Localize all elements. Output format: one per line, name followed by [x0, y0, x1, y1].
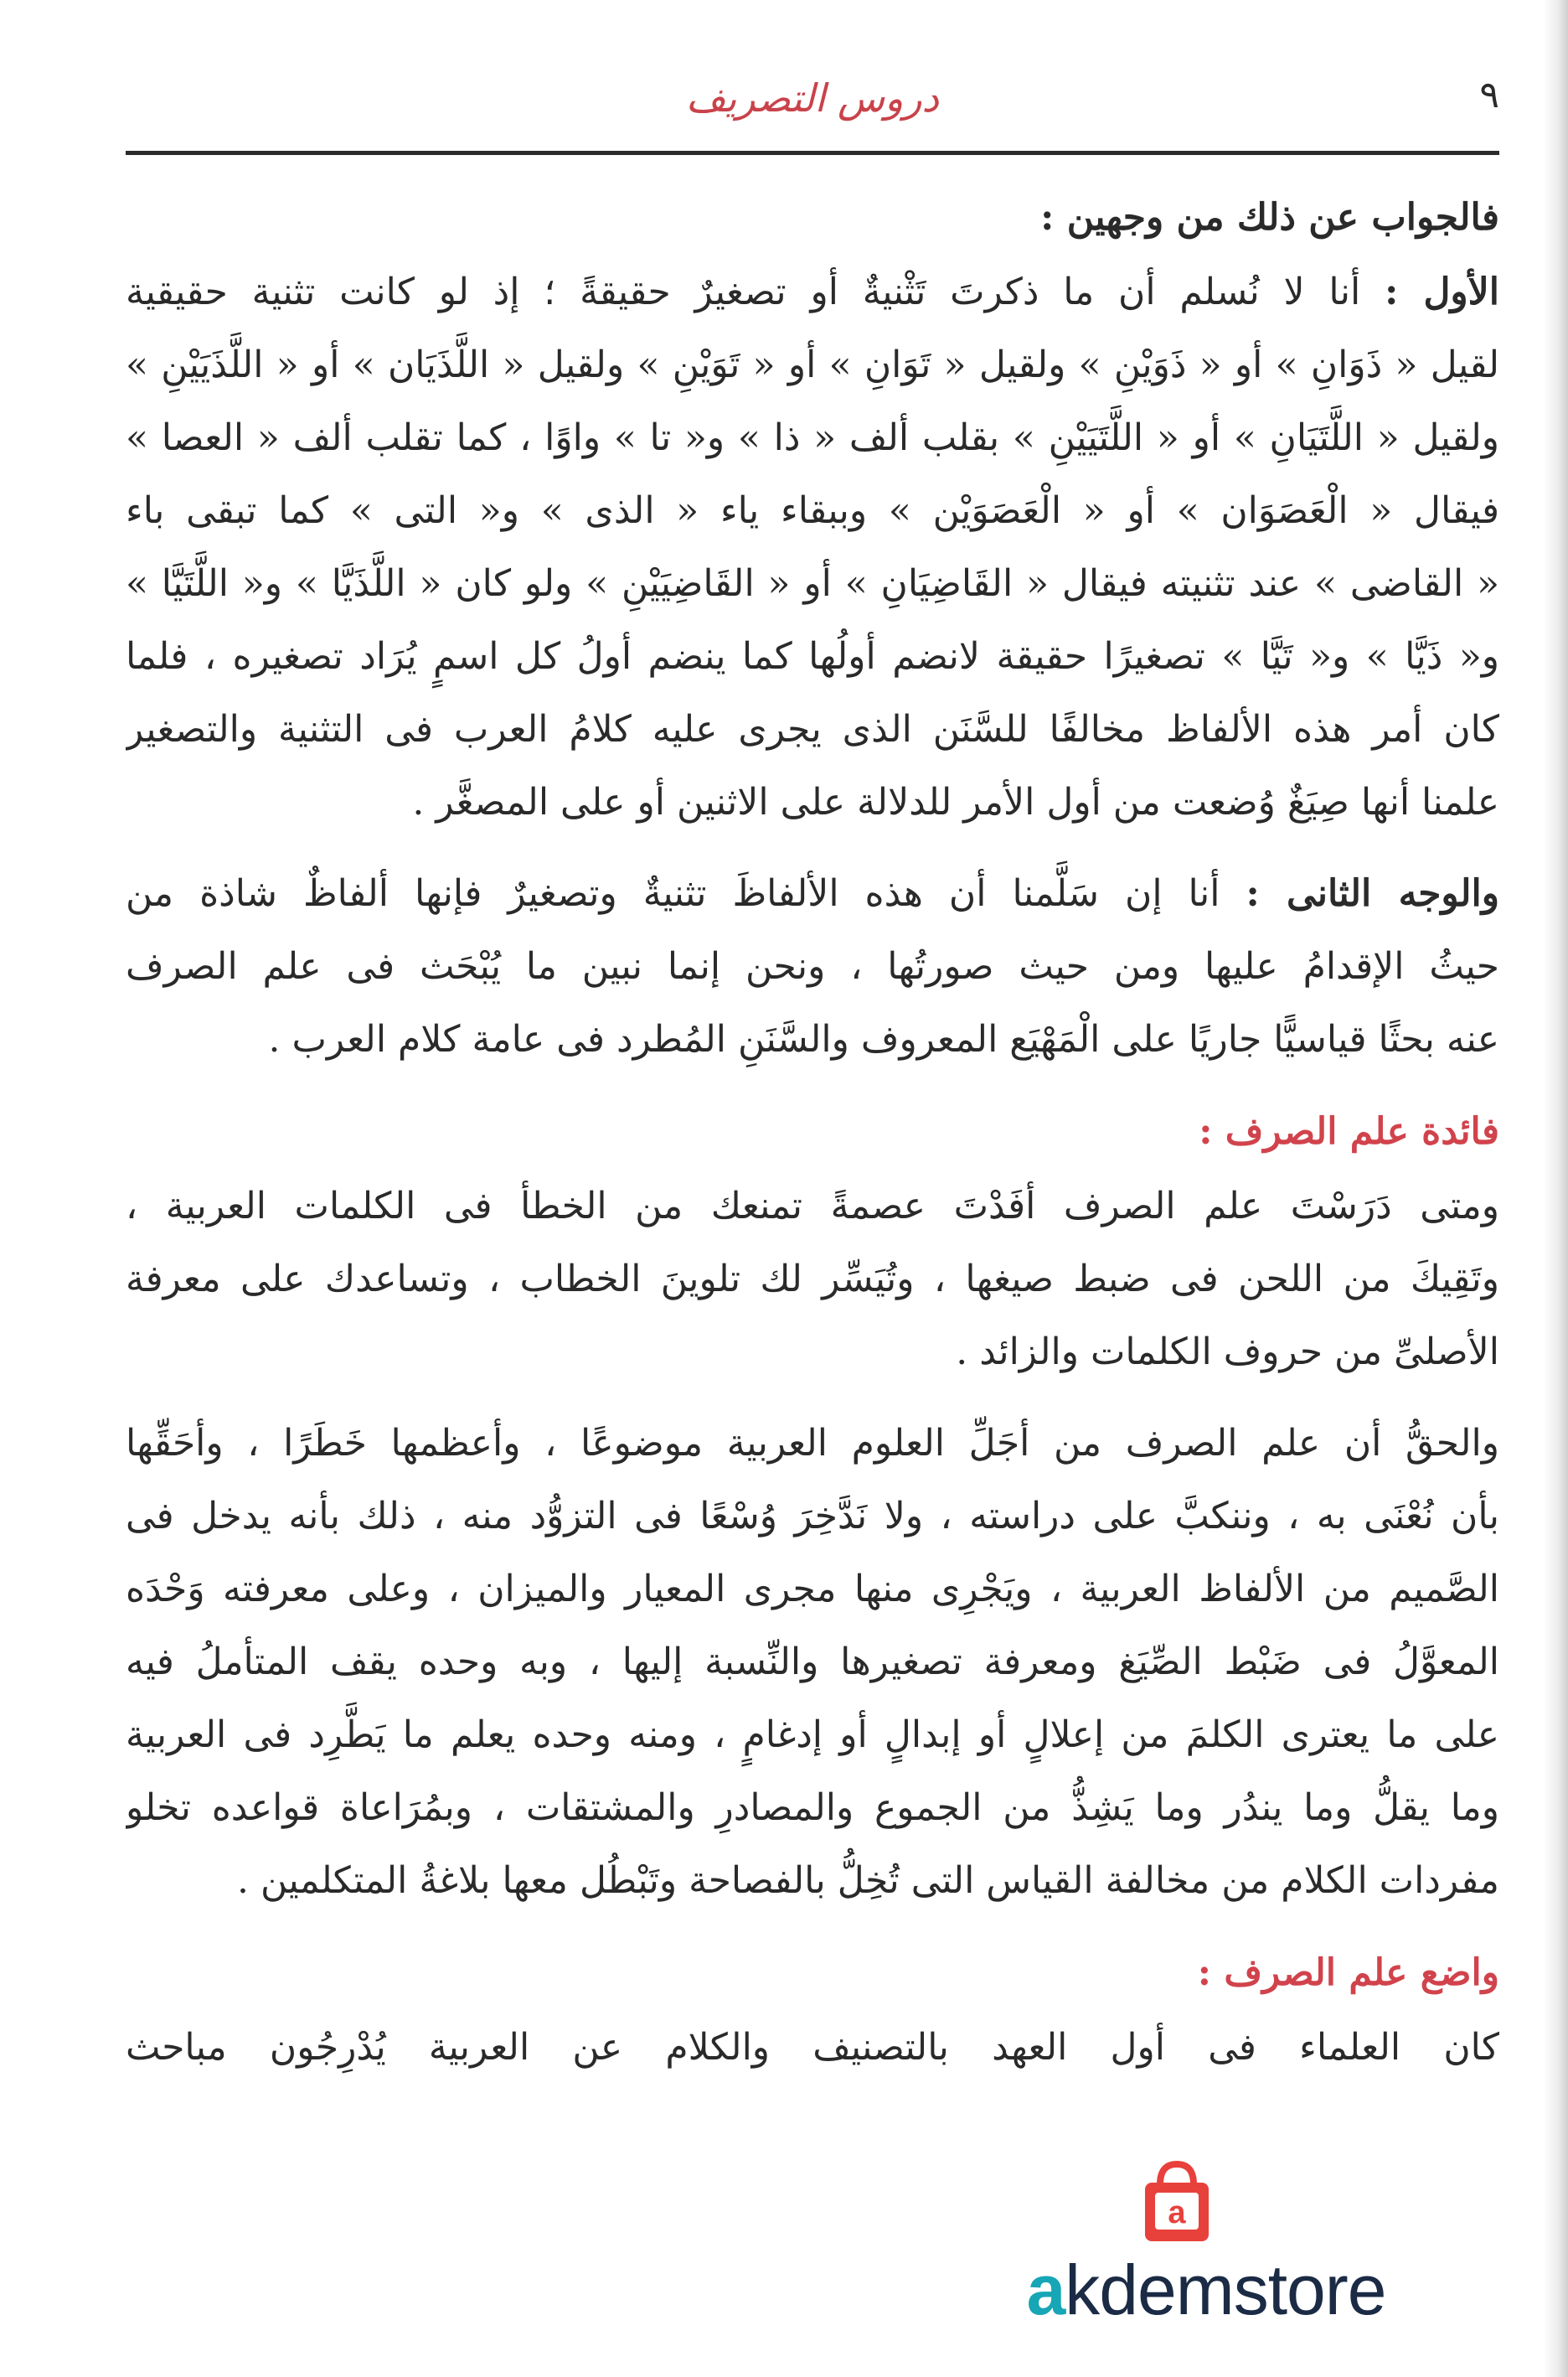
- first-label: الأول :: [1385, 271, 1499, 313]
- text-line: و« ذَيَّا » و« تَيَّا » تصغيرًا حقيقة لانضم أولُها كما ينضم أولُ كل اسمٍ يُرَاد تصغيره ، فلما: [126, 635, 1499, 678]
- text-line: ولقيل « اللَّتَيَانِ » أو « اللَّتَيَيْنِ » بقلب ألف « ذا » و« تا » واوًا ، كما تقلب ألف « العصا »: [126, 416, 1499, 459]
- text-line: « القاضى » عند تثنيته فيقال « القَاضِيَانِ » أو « القَاضِيَيْنِ » ولو كان « اللَّذَيَّا » و« اللَّتَيَّا »: [126, 562, 1499, 605]
- benefit-heading: فائدة علم الصرف :: [1199, 1110, 1499, 1153]
- text-line: لقيل « ذَوَانِ » أو « ذَوَيْنِ » ولقيل « تَوَانِ » أو « تَوَيْنِ » ولقيل « اللَّذَيَان » أو « اللَّذَيَيْنِ »: [126, 344, 1499, 386]
- page-body: [126, 155, 1499, 2084]
- text-line: المعوَّلُ فى ضَبْط الصِّيَغ ومعرفة تصغيرها والنِّسبة إليها ، وبه وحده يقف المتأملُ فيه: [126, 1641, 1499, 1683]
- text-line: الأول : أنا لا نُسلم أن ما ذكرتَ تَثْنيةٌ أو تصغيرٌ حقيقةً ؛ إذ لو كانت تثنية حقيقية: [126, 271, 1499, 313]
- text-line: الأصلىِّ من حروف الكلمات والزائد .: [956, 1331, 1499, 1373]
- answer-heading: فالجواب عن ذلك من وجهين :: [1040, 196, 1499, 239]
- page-number: ٩: [1479, 74, 1499, 116]
- second-label: والوجه الثانى :: [1246, 872, 1499, 915]
- book-page: [126, 59, 1499, 2084]
- text-line: حيثُ الإقدامُ عليها ومن حيث صورتُها ، ونحن إنما نبين ما يُبْحَث فى علم الصرف: [126, 945, 1499, 988]
- text-line: والحقُّ أن علم الصرف من أجَلِّ العلوم العربية موضوعًا ، وأعظمها خَطَرًا ، وأحَقِّها: [126, 1422, 1499, 1465]
- text-line: مفردات الكلام من مخالفة القياس التى تُخِلُّ بالفصاحة وتَبْطُل معها بلاغةُ المتكلمين .: [237, 1859, 1499, 1902]
- text-line: ومتى دَرَسْتَ علم الصرف أفَدْتَ عصمةً تمنعك من الخطأ فى الكلمات العربية ،: [126, 1185, 1499, 1227]
- text-line: والوجه الثانى : أنا إن سَلَّمنا أن هذه الألفاظَ تثنيةٌ وتصغيرٌ فإنها ألفاظٌ شاذة من: [126, 872, 1499, 915]
- page-header: [126, 59, 1499, 155]
- akdemstore-logo: [913, 2149, 1499, 2359]
- logo-icon-letter: a: [1168, 2195, 1186, 2230]
- text-line: علمنا أنها صِيَغٌ وُضعت من أول الأمر للدلالة على الاثنين أو على المصغَّر .: [412, 781, 1499, 824]
- text-line: وما يقلُّ وما يندُر وما يَشِذُّ من الجموع والمصادرِ والمشتقات ، وبمُرَاعاة قواعده تخلو: [126, 1786, 1499, 1829]
- logo-rest: kdemstore: [1065, 2250, 1386, 2329]
- text-line: بأن نُعْنَى به ، وننكبَّ على دراسته ، ولا نَدَّخِرَ وُسْعًا فى التزوُّد منه ، ذلك بأنه يدخل فى: [126, 1495, 1499, 1537]
- text-line: وتَقِيكَ من اللحن فى ضبط صيغها ، وتُيَسِّر لك تلوينَ الخطاب ، وتساعدك على معرفة: [126, 1258, 1499, 1300]
- text-line: عنه بحثًا قياسيًّا جاريًا على الْمَهْيَع المعروف والسَّنَنِ المُطرد فى عامة كلام العرب .: [268, 1018, 1499, 1061]
- logo-wordmark: [913, 2250, 1499, 2331]
- logo-accent-letter: a: [1026, 2250, 1065, 2329]
- text-line: على ما يعترى الكلمَ من إعلالٍ أو إبدالٍ أو إدغامٍ ، ومنه وحده يعلم ما يَطَّرِد فى العربية: [126, 1713, 1499, 1756]
- text-line: كان العلماء فى أول العهد بالتصنيف والكلام عن العربية يُدْرِجُون مباحث: [126, 2026, 1499, 2069]
- text-line: الصَّميم من الألفاظ العربية ، ويَجْرِى منها مجرى المعيار والميزان ، وعلى معرفته وَحْدَه: [126, 1568, 1499, 1610]
- running-title: دروس التصريف: [685, 75, 940, 121]
- text-line: فيقال « الْعَصَوَان » أو « الْعَصَوَيْن » وببقاء ياء « الذى » و« التى » كما تبقى باء: [126, 489, 1499, 532]
- founder-heading: واضع علم الصرف :: [1197, 1951, 1499, 1994]
- page-edge: [1543, 0, 1568, 2377]
- book-cart-icon: [1127, 2149, 1227, 2250]
- text-line: كان أمر هذه الألفاظ مخالفًا للسَّنَن الذى يجرى عليه كلامُ العرب فى التثنية والتصغير: [126, 708, 1499, 751]
